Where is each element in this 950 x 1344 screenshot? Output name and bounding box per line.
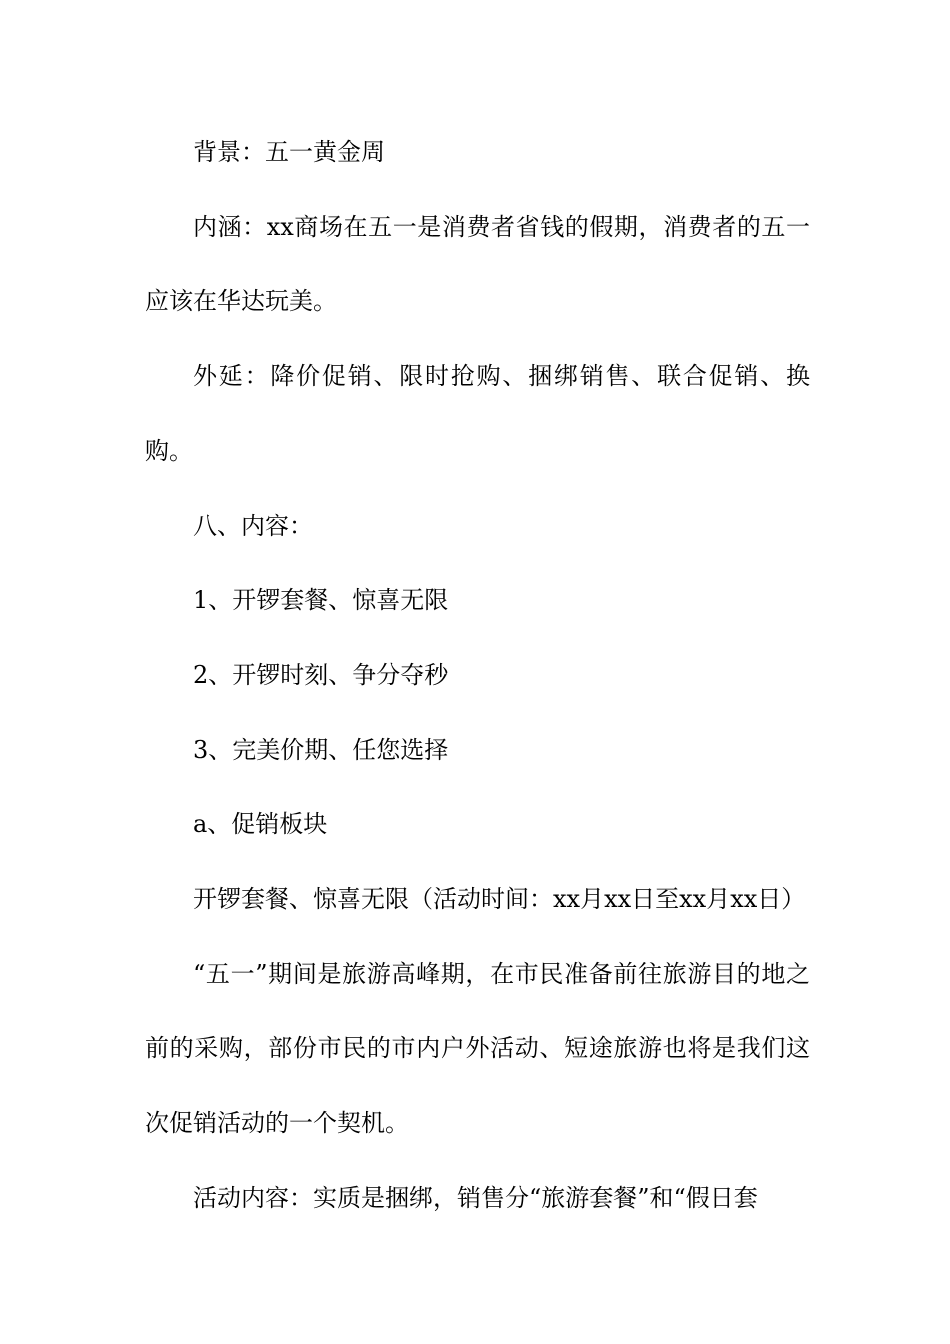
paragraph-background: 背景：五一黄金周 xyxy=(193,138,385,166)
list-item-1: 1、开锣套餐、惊喜无限 xyxy=(193,586,449,615)
paragraph-extension: 外延：降价促销、限时抢购、捆绑销售、联合促销、换购。 xyxy=(145,362,810,465)
subsection-heading-promotion: a、促销板块 xyxy=(193,810,328,839)
paragraph-activity-content: 活动内容：实质是捆绑，销售分“旅游套餐”和“假日套 xyxy=(193,1183,758,1212)
section-heading-content: 八、内容： xyxy=(193,511,313,540)
list-item-3: 3、完美价期、任您选择 xyxy=(193,735,449,764)
paragraph-activity-time: 开锣套餐、惊喜无限（活动时间：xx月xx日至xx月xx日） xyxy=(193,885,806,914)
paragraph-travel-season: “五一”期间是旅游高峰期，在市民准备前往旅游目的地之前的采购，部份市民的市内户外活动、短途旅游也将是我们这次促销活动的一个契机。 xyxy=(145,959,810,1138)
document-body xyxy=(145,115,810,1236)
paragraph-connotation: 内涵：xx商场在五一是消费者省钱的假期，消费者的五一应该在华达玩美。 xyxy=(145,212,810,316)
list-item-2: 2、开锣时刻、争分夺秒 xyxy=(193,660,449,689)
